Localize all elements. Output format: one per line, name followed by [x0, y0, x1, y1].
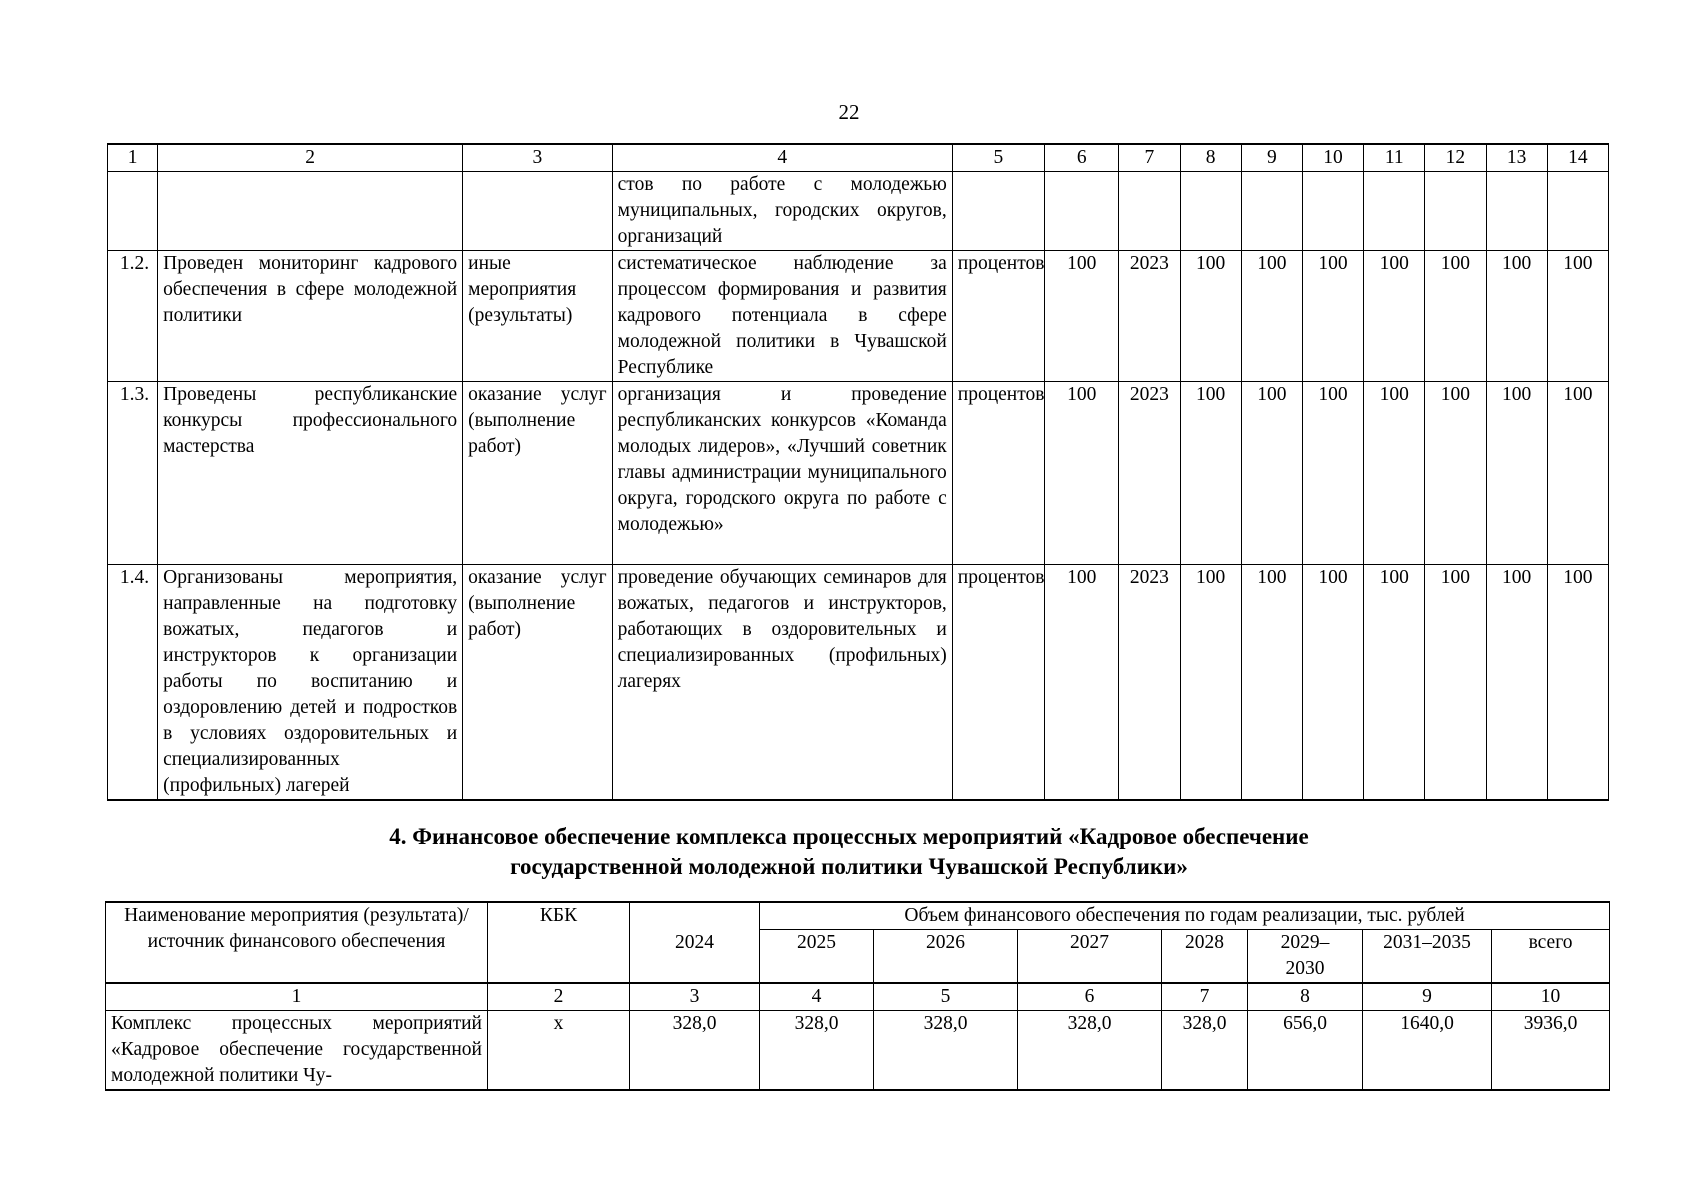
value-cell [1486, 172, 1547, 251]
amount-cell: 328,0 [760, 1011, 874, 1091]
row-number: 1.3. [108, 382, 158, 565]
result-name: Организованы мероприятия, направленные на подготовку вожатых, педагогов и инструкторов к организации работы по воспитанию и оздоровлению детей и подростков в условиях оздоровительных и специализированных (профильных) лагерей [158, 565, 463, 801]
name-column-header: Наименование мероприятия (результата)/источник финансового обеспечения [106, 902, 488, 983]
table-row [108, 382, 1609, 565]
year-header: 2027 [1018, 930, 1162, 984]
value-cell [1302, 172, 1363, 251]
value-cell: 100 [1302, 565, 1363, 801]
result-type: оказание услуг (выполнение работ) [463, 382, 612, 565]
value-cell: 100 [1425, 251, 1486, 382]
result-name [158, 172, 463, 251]
column-number: 1 [108, 144, 158, 172]
column-number: 13 [1486, 144, 1547, 172]
column-number: 2 [488, 983, 630, 1011]
column-number: 3 [630, 983, 760, 1011]
kbk-column-header: КБК [488, 902, 630, 983]
value-cell: 100 [1045, 382, 1119, 565]
indicators-table [107, 143, 1609, 801]
year-header: всего [1492, 930, 1610, 984]
column-number: 12 [1425, 144, 1486, 172]
row-number: 1.4. [108, 565, 158, 801]
column-number: 7 [1162, 983, 1248, 1011]
column-number: 4 [760, 983, 874, 1011]
unit: процентов [952, 382, 1044, 565]
section-title-line: 4. Финансовое обеспечение комплекса процессных мероприятий «Кадровое обеспечение [389, 824, 1309, 849]
amount-cell: 328,0 [874, 1011, 1018, 1091]
kbk-value: x [488, 1011, 630, 1091]
column-number: 5 [874, 983, 1018, 1011]
column-number: 9 [1241, 144, 1302, 172]
value-cell: 100 [1045, 565, 1119, 801]
column-number-row [108, 144, 1609, 172]
value-cell: 2023 [1119, 382, 1180, 565]
value-cell: 100 [1302, 251, 1363, 382]
value-cell: 100 [1547, 382, 1608, 565]
value-cell: 100 [1364, 251, 1425, 382]
financing-table [105, 901, 1610, 1091]
value-cell: 100 [1241, 565, 1302, 801]
amount-cell: 328,0 [630, 1011, 760, 1091]
value-cell [1425, 172, 1486, 251]
result-name: Проведен мониторинг кадрового обеспечения в сфере молодежной политики [158, 251, 463, 382]
result-type: иные мероприятия (результаты) [463, 251, 612, 382]
value-cell: 100 [1241, 251, 1302, 382]
column-number: 14 [1547, 144, 1608, 172]
amount-cell: 3936,0 [1492, 1011, 1610, 1091]
column-number: 2 [158, 144, 463, 172]
result-name: Проведены республиканские конкурсы профессионального мастерства [158, 382, 463, 565]
value-cell: 100 [1045, 251, 1119, 382]
column-number: 10 [1492, 983, 1610, 1011]
value-cell [1119, 172, 1180, 251]
result-description: систематическое наблюдение за процессом формирования и развития кадрового потенциала в сфере молодежной политики в Чувашской Республике [612, 251, 952, 382]
column-number: 8 [1180, 144, 1241, 172]
year-header: 2031–2035 [1363, 930, 1492, 984]
column-number-row [106, 983, 1610, 1011]
result-type: оказание услуг (выполнение работ) [463, 565, 612, 801]
column-number: 3 [463, 144, 612, 172]
value-cell: 100 [1364, 565, 1425, 801]
value-cell [1045, 172, 1119, 251]
value-cell: 100 [1547, 251, 1608, 382]
blank-header-cell [630, 902, 760, 930]
value-cell: 100 [1180, 382, 1241, 565]
year-header: 2029–2030 [1248, 930, 1363, 984]
table-row [106, 1011, 1610, 1091]
value-cell: 100 [1425, 565, 1486, 801]
value-cell: 100 [1486, 565, 1547, 801]
column-number: 6 [1018, 983, 1162, 1011]
result-description: стов по работе с молодежью муниципальных, городских округов, организаций [612, 172, 952, 251]
result-description: организация и проведение республиканских конкурсов «Команда молодых лидеров», «Лучший советник главы администрации муниципального округа, городского округа по работе с молодежью» [612, 382, 952, 565]
value-cell: 100 [1547, 565, 1608, 801]
column-number: 1 [106, 983, 488, 1011]
value-cell [1547, 172, 1608, 251]
table-row [108, 172, 1609, 251]
column-number: 4 [612, 144, 952, 172]
amount-cell: 1640,0 [1363, 1011, 1492, 1091]
volume-header: Объем финансового обеспечения по годам реализации, тыс. рублей [760, 902, 1610, 930]
complex-name: Комплекс процессных мероприятий «Кадровое обеспечение государственной молодежной политики Чу- [106, 1011, 488, 1091]
column-number: 11 [1364, 144, 1425, 172]
year-header: 2025 [760, 930, 874, 984]
row-number [108, 172, 158, 251]
section-title-line: государственной молодежной политики Чувашской Республики» [510, 854, 1188, 879]
value-cell: 100 [1180, 565, 1241, 801]
value-cell: 100 [1180, 251, 1241, 382]
amount-cell: 656,0 [1248, 1011, 1363, 1091]
unit: процентов [952, 565, 1044, 801]
result-description: проведение обучающих семинаров для вожатых, педагогов и инструкторов, работающих в оздоровительных и специализированных (профильных) лагерях [612, 565, 952, 801]
page-number: 22 [838, 100, 860, 124]
result-type [463, 172, 612, 251]
value-cell: 100 [1302, 382, 1363, 565]
value-cell [1180, 172, 1241, 251]
value-cell [1364, 172, 1425, 251]
year-header: 2028 [1162, 930, 1248, 984]
year-header: 2026 [874, 930, 1018, 984]
value-cell: 2023 [1119, 251, 1180, 382]
row-number: 1.2. [108, 251, 158, 382]
financing-header-row [106, 902, 1610, 930]
column-number: 9 [1363, 983, 1492, 1011]
unit: процентов [952, 251, 1044, 382]
column-number: 7 [1119, 144, 1180, 172]
year-header: 2024 [630, 930, 760, 984]
column-number: 10 [1302, 144, 1363, 172]
value-cell: 100 [1425, 382, 1486, 565]
value-cell: 100 [1364, 382, 1425, 565]
column-number: 5 [952, 144, 1044, 172]
table-row [108, 251, 1609, 382]
value-cell: 100 [1486, 382, 1547, 565]
unit [952, 172, 1044, 251]
section-title [0, 822, 1698, 882]
value-cell: 100 [1486, 251, 1547, 382]
value-cell: 100 [1241, 382, 1302, 565]
column-number: 6 [1045, 144, 1119, 172]
value-cell [1241, 172, 1302, 251]
column-number: 8 [1248, 983, 1363, 1011]
table-row [108, 565, 1609, 801]
value-cell: 2023 [1119, 565, 1180, 801]
amount-cell: 328,0 [1018, 1011, 1162, 1091]
amount-cell: 328,0 [1162, 1011, 1248, 1091]
